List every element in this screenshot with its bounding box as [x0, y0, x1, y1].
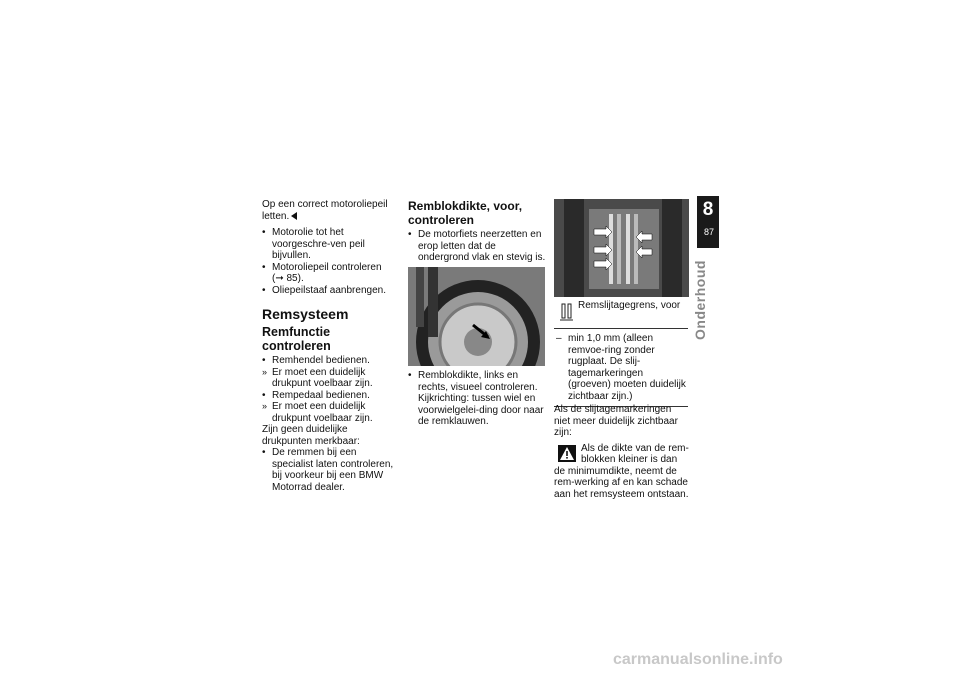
page-reference: (➞ 85). — [272, 273, 304, 284]
spec-row — [554, 329, 688, 406]
step-item: • Remblokdikte, links en rechts, visueel controleren. Kijkrichting: tussen wiel en voorwielgelei-ding door naar de remklauwen. — [408, 370, 546, 428]
end-marker-icon — [291, 212, 297, 220]
result-item: » Er moet een duidelijk drukpunt voelbaar zijn. — [262, 401, 398, 424]
result-item: » Er moet een duidelijk drukpunt voelbaar zijn. — [262, 367, 398, 390]
section-heading: Remsysteem — [262, 306, 349, 322]
list-item: • Motorolie tot het voorgeschre-ven peil bijvullen. — [262, 227, 398, 262]
front-wheel-photo — [408, 267, 545, 366]
chapter-number: 8 — [702, 199, 714, 220]
watermark: carmanualsonline.info — [613, 651, 783, 668]
step-item: • Remhendel bedienen. — [262, 355, 398, 367]
subsection-heading: Remblokdikte, voor, controleren — [408, 199, 523, 227]
column-2 — [408, 199, 546, 264]
column-3-lower — [554, 404, 690, 500]
warning-text: Als de dikte van de rem-blokken kleiner is dan de minimumdikte, neemt de rem-werking af en kan schade aan het remsysteem ontstaan. — [554, 442, 689, 500]
page-number: 87 — [703, 227, 714, 237]
step-item: • Rempedaal bedienen. — [262, 390, 398, 402]
brake-pad-photo — [554, 199, 689, 297]
section-label: Onderhoud — [692, 260, 708, 340]
intro-text: Op een correct motoroliepeil letten. — [262, 199, 388, 222]
spec-title: Remslijtagegrens, voor — [578, 300, 681, 311]
condition-text: Zijn geen duidelijke drukpunten merkbaar: — [262, 424, 360, 447]
chapter-tab — [697, 196, 719, 248]
spec-header — [554, 300, 688, 328]
step-item: • De remmen bij een specialist laten controleren, bij voorkeur bij een BMW Motorrad dealer. — [262, 447, 398, 493]
column-1 — [262, 199, 398, 493]
list-item: • Oliepeilstaaf aanbrengen. — [262, 285, 398, 297]
brake-pad-illustration — [554, 199, 689, 297]
condition-text: Als de slijtagemarkeringen niet meer duidelijk zichtbaar zijn: — [554, 404, 678, 438]
dash-marker: – — [556, 333, 562, 344]
brake-pad-wear-icon — [560, 302, 574, 324]
step-item: • De motorfiets neerzetten en erop letten dat de ondergrond vlak en stevig is. — [408, 229, 546, 264]
warning-icon — [558, 445, 576, 462]
list-item: • Motoroliepeil controleren — [262, 262, 398, 274]
subsection-heading: Remfunctie controleren — [262, 325, 331, 353]
front-wheel-illustration — [408, 267, 545, 366]
column-2-lower — [408, 370, 546, 428]
spec-box — [554, 300, 688, 407]
spec-value: min 1,0 mm (alleen remvoe-ring zonder rugplaat. De slij-tagemarkeringen (groeven) moeten duidelijk zichtbaar zijn.) — [568, 333, 686, 402]
warning-block — [554, 443, 690, 501]
